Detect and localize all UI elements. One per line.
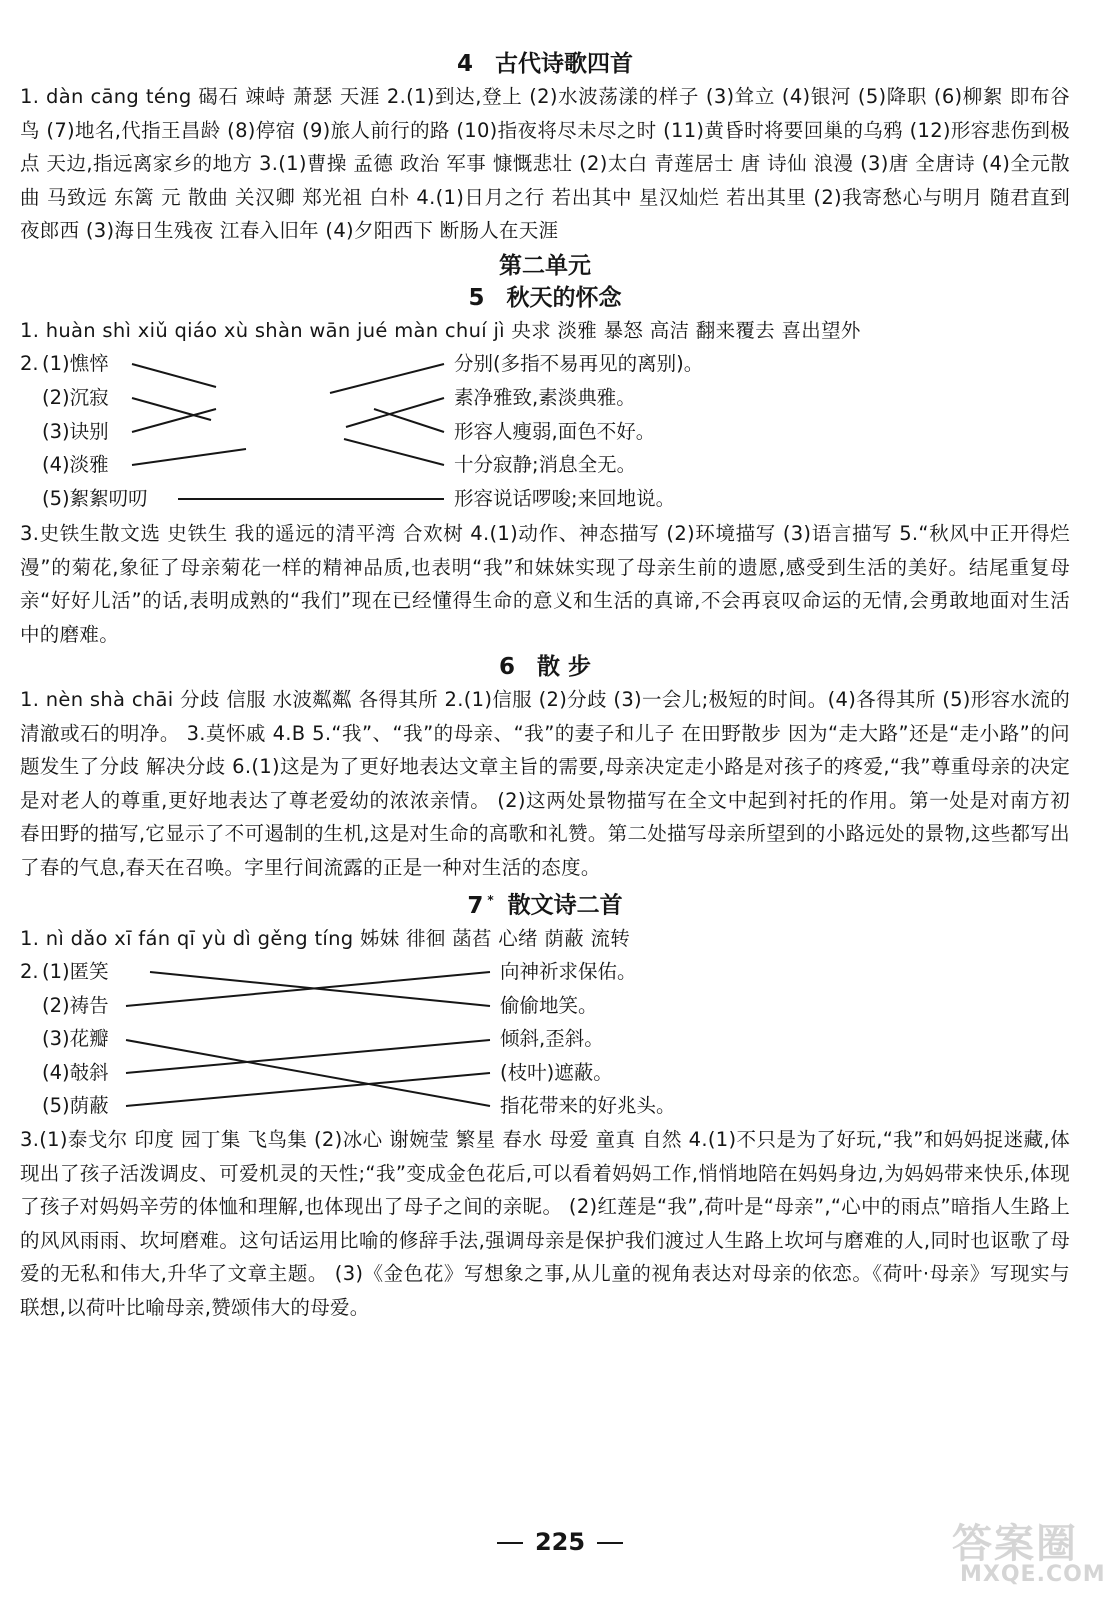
- match-line: [126, 1073, 490, 1106]
- match-right-item: 形容人瘦弱,面色不好。: [454, 420, 656, 443]
- match-right-item: 十分寂静;消息全无。: [454, 453, 637, 476]
- match-line: [132, 364, 216, 387]
- page-number-dash: [597, 1542, 623, 1544]
- match-line: [126, 1040, 490, 1073]
- match-line: [132, 398, 211, 420]
- watermark-logo: [930, 1512, 1110, 1592]
- match-left-item: (1)匿笑: [42, 960, 109, 984]
- section-number: 4: [456, 51, 473, 77]
- match-line: [126, 1040, 490, 1106]
- match-right-item: 素净雅致,素淡典雅。: [454, 386, 636, 409]
- answer-page: [20, 48, 1070, 1324]
- section-title: 秋天的怀念: [506, 284, 622, 311]
- match-line: [374, 409, 444, 432]
- elective-mark: *: [487, 893, 494, 907]
- page-number-dash: [497, 1542, 523, 1544]
- match-right-item: (枝叶)遮蔽。: [500, 1061, 613, 1085]
- match-left-item: (4)攲斜: [42, 1061, 109, 1085]
- match-right-item: 倾斜,歪斜。: [500, 1027, 604, 1051]
- match-right-item: 形容说话啰唆;来回地说。: [454, 487, 676, 510]
- match-right-item: 分别(多指不易再见的离别)。: [454, 352, 704, 375]
- match-right-item: 偷偷地笑。: [500, 994, 598, 1018]
- section-5-rest: 3.史铁生散文选 史铁生 我的遥远的清平湾 合欢树 4.(1)动作、神态描写 (2)环境描写 (3)语言描写 5.“秋风中正开得烂漫”的菊花,象征了母亲菊花一样的精神品质,也表明“我”和妹妹实现了母亲生前的遗愿,感受到生活的美好。结尾重复母亲“好好儿活”的话,表明成熟的“我们”现在已经懂得生命的意义和生活的真谛,不会再哀叹命运的无情,会勇敢地面对生活中的磨难。: [20, 522, 1070, 646]
- section-number: 7: [467, 892, 484, 919]
- matching-exercise-5: [20, 347, 1070, 517]
- match-left-item: (5)絮絮叨叨: [42, 487, 148, 510]
- section-7-rest: 3.(1)泰戈尔 印度 园丁集 飞鸟集 (2)冰心 谢婉莹 繁星 春水 母爱 童真 自然 4.(1)不只是为了好玩,“我”和妈妈捉迷藏,体现出了孩子活泼调皮、可爱机灵的天性;“我”变成金色花后,可以看着妈妈工作,悄悄地陪在妈妈身边,为妈妈带来快乐,体现了孩子对妈妈辛劳的体恤和理解,也体现出了母子之间的亲昵。 (2)红莲是“我”,荷叶是“母亲”,“心中的雨点”暗指人生路上的风风雨雨、坎坷磨难。这句话运用比喻的修辞手法,强调母亲是保护我们渡过人生路上坎坷与磨难的人,同时也讴歌了母爱的无私和伟大,升华了文章主题。 (3)《金色花》写想象之事,从儿童的视角表达对母亲的依恋。《荷叶·母亲》写现实与联想,以荷叶比喻母亲,赞颂伟大的母爱。: [20, 1128, 1070, 1319]
- section-number: 5: [468, 284, 485, 311]
- match-line: [330, 364, 444, 393]
- match-left-item: (4)淡雅: [42, 453, 109, 476]
- section-number: 6: [498, 654, 515, 680]
- match-label: 2.: [20, 960, 39, 984]
- section-6-answers: 1. nèn shà chāi 分歧 信服 水波粼粼 各得其所 2.(1)信服 (2)分歧 (3)一会儿;极短的时间。(4)各得其所 (5)形容水流的清澈或石的明净。 3.莫怀戚 4.B 5.“我”、“我”的母亲、“我”的妻子和儿子 在田野散步 因为“走大路”还是“走小路”的问题发生了分歧 解决分歧 6.(1)这是为了更好地表达文章主旨的需要,母亲决定走小路是对孩子的疼爱,“我”尊重母亲的决定是对老人的尊重,更好地表达了尊老爱幼的浓浓亲情。 (2)这两处景物描写在全文中起到衬托的作用。第一处是对南方初春田野的描写,它显示了不可遏制的生机,这是对生命的高歌和礼赞。第二处描写母亲所望到的小路远处的景物,这些都写出了春的气息,春天在召唤。字里行间流露的正是一种对生活的态度。: [20, 688, 1070, 879]
- match-right-item: 指花带来的好兆头。: [500, 1094, 676, 1118]
- section-title: 散 步: [537, 654, 592, 680]
- match-right-item: 向神祈求保佑。: [500, 960, 637, 984]
- section-6-heading: [20, 651, 1070, 683]
- unit-heading: 第二单元: [499, 252, 591, 279]
- match-line: [344, 439, 444, 465]
- watermark-text: 答案圈: [952, 1521, 1078, 1567]
- section-7-heading: [20, 884, 1070, 922]
- section-title: 古代诗歌四首: [495, 51, 633, 77]
- section-7-q1: 1. nì dǎo xī fán qī yù dì gěng tíng 姊妹 徘徊 菡萏 心绪 荫蔽 流转: [20, 926, 631, 950]
- match-left-item: (2)祷告: [42, 994, 109, 1018]
- section-4-heading: [20, 48, 1070, 80]
- page-number-value: 225: [534, 1528, 586, 1556]
- section-5-q1: 1. huàn shì xiǔ qiáo xù shàn wān jué màn chuí jì 央求 淡雅 暴怒 高洁 翻来覆去 喜出望外: [20, 318, 861, 342]
- matching-exercise-7: [20, 955, 1070, 1123]
- section-4-answers: 1. dàn cāng téng 碣石 竦峙 萧瑟 天涯 2.(1)到达,登上 (2)水波荡漾的样子 (3)耸立 (4)银河 (5)降职 (6)柳絮 即布谷鸟 (7)地名,代指王昌龄 (8)停宿 (9)旅人前行的路 (10)指夜将尽未尽之时 (11)黄昏时将要回巢的乌鸦 (12)形容悲伤到极点 天边,指远离家乡的地方 3.(1)曹操 孟德 政治 军事 慷慨悲壮 (2)太白 青莲居士 唐 诗仙 浪漫 (3)唐 全唐诗 (4)全元散曲 马致远 东篱 元 散曲 关汉卿 郑光祖 白朴 4.(1)日月之行 若出其中 星汉灿烂 若出其里 (2)我寄愁心与明月 随君直到夜郎西 (3)海日生残夜 江春入旧年 (4)夕阳西下 断肠人在天涯: [20, 85, 1070, 242]
- section-5-heading: [20, 282, 1070, 314]
- match-left-item: (5)荫蔽: [42, 1094, 109, 1118]
- match-left-item: (1)憔悴: [42, 352, 109, 375]
- match-line: [346, 398, 444, 427]
- match-left-item: (3)花瓣: [42, 1027, 109, 1051]
- section-title: 散文诗二首: [507, 892, 623, 919]
- match-left-item: (3)诀别: [42, 420, 109, 443]
- match-line: [132, 449, 246, 465]
- match-left-item: (2)沉寂: [42, 386, 109, 409]
- match-line: [132, 409, 216, 432]
- watermark-url: MXQE.COM: [960, 1562, 1106, 1587]
- match-label: 2.: [20, 352, 39, 375]
